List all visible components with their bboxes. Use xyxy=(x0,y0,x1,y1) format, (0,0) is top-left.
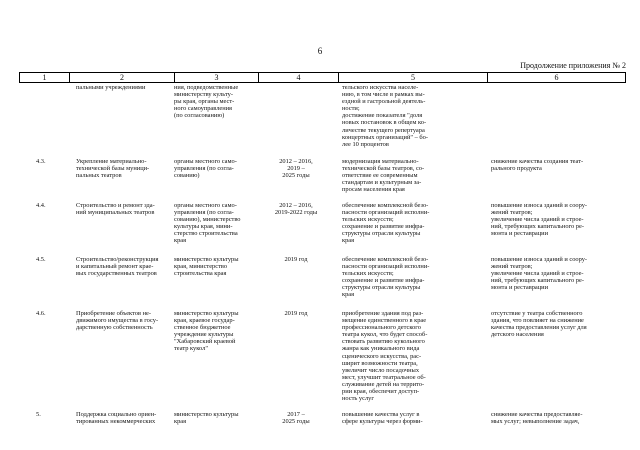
cell-name: Поддержка социально ориен- тированных некоммерческих xyxy=(76,411,157,426)
column-number: 1 xyxy=(42,73,47,82)
cell-result: тельского искусства населе- нию, в том числе в рамках вы- ездной и гастрольной деятель- ности; достижение показателя "доля новых постановок в общем ко- личестве текущего репертуара концертных организаций" – бо- лее 10 процентов xyxy=(342,84,428,148)
cell-name: Строительство и ремонт зда- ний муниципальных театров xyxy=(76,202,155,217)
cell-consequence: повышение износа зданий и соору- жений театров; увеличение числа зданий и строе- ний, требующих капитального ре- монта и реставрации xyxy=(491,202,588,238)
cell-number: 4.5. xyxy=(36,256,46,263)
cell-name: пальными учреждениями xyxy=(76,84,146,91)
cell-executor: ния, подведомственные министерству культу- ры края, органы мест- ного самоуправления (по согласованию) xyxy=(174,84,239,120)
cell-executor: органы местного само- управления (по согла- сованию) xyxy=(174,158,237,180)
cell-consequence: снижение качества предоставляе- мых услуг; невыполнение задач, xyxy=(491,411,583,426)
cell-consequence: отсутствие у театра собственного здания, что повлияет на снижение качества предоставления услуг для детского населения xyxy=(491,310,587,339)
cell-period: 2017 – 2025 годы xyxy=(282,411,310,426)
column-number: 2 xyxy=(69,73,174,82)
cell-executor: органы местного само- управления (по согла- сованию), министерство культуры края, мини- стерство строительства края xyxy=(174,202,241,245)
cell-consequence: снижение качества создания теат- рального продукта xyxy=(491,158,584,173)
column-number: 4 xyxy=(258,73,338,82)
cell-period: 2019 год xyxy=(284,256,308,263)
column-number-header xyxy=(19,72,626,83)
continuation-label: Продолжение приложения № 2 xyxy=(520,61,626,70)
cell-executor: министерство культуры края, краевое государ- ственное бюджетное учреждение культуры "Хабаровский краевой театр кукол" xyxy=(174,310,239,353)
cell-consequence: повышение износа зданий и соору- жений театров; увеличение числа зданий и строе- ний, требующих капитального ре- монта и реставрации xyxy=(491,256,588,292)
cell-result: обеспечение комплексной безо- пасности организаций исполни- тельских искусств; сохранение и развитие инфра- структуры отрасли культуры края xyxy=(342,202,430,245)
cell-executor: министерство культуры края, министерство строительства края xyxy=(174,256,239,278)
column-number: 6 xyxy=(487,73,625,82)
cell-name: Строительство/реконструкция и капитальный ремонт крае- вых государственных театров xyxy=(76,256,159,278)
cell-name: Приобретение объектов не- движимого имущества в госу- дарственную собственность xyxy=(76,310,159,332)
cell-number: 4.6. xyxy=(36,310,46,317)
cell-number: 4.3. xyxy=(36,158,46,165)
page-number: 6 xyxy=(317,46,323,56)
cell-name: Укрепление материально- технической базы муници- пальных театров xyxy=(76,158,150,180)
cell-executor: министерство культуры края xyxy=(174,411,239,426)
cell-period: 2012 – 2016, 2019-2022 годы xyxy=(274,202,318,217)
column-number: 5 xyxy=(338,73,487,82)
cell-number: 4.4. xyxy=(36,202,46,209)
cell-result: повышение качества услуг в сфере культуры через форми- xyxy=(342,411,423,426)
column-number: 3 xyxy=(174,73,258,82)
cell-period: 2019 год xyxy=(284,310,308,317)
cell-result: модернизация материально- технической базы театров, со- ответствие ее современным стандартам и культурным за- просам населения края xyxy=(342,158,425,194)
cell-result: обеспечение комплексной безо- пасности организаций исполни- тельских искусств; сохранение и развитие инфра- структуры отрасли культуры края xyxy=(342,256,430,299)
cell-period: 2012 – 2016, 2019 – 2025 годы xyxy=(279,158,313,180)
cell-number: 5. xyxy=(36,411,41,418)
cell-result: приобретение здания под раз- мещение единственного в крае профессионального детского театра кукол, что будет способ- ствовать развитию кукольного жанра как уникального вида сценического искусства, рас- ширит возможности театра, увеличит число посадочных мест, улучшит театральное об- служивание детей на террито- рии края, обеспечит доступ- ность услуг xyxy=(342,310,428,403)
